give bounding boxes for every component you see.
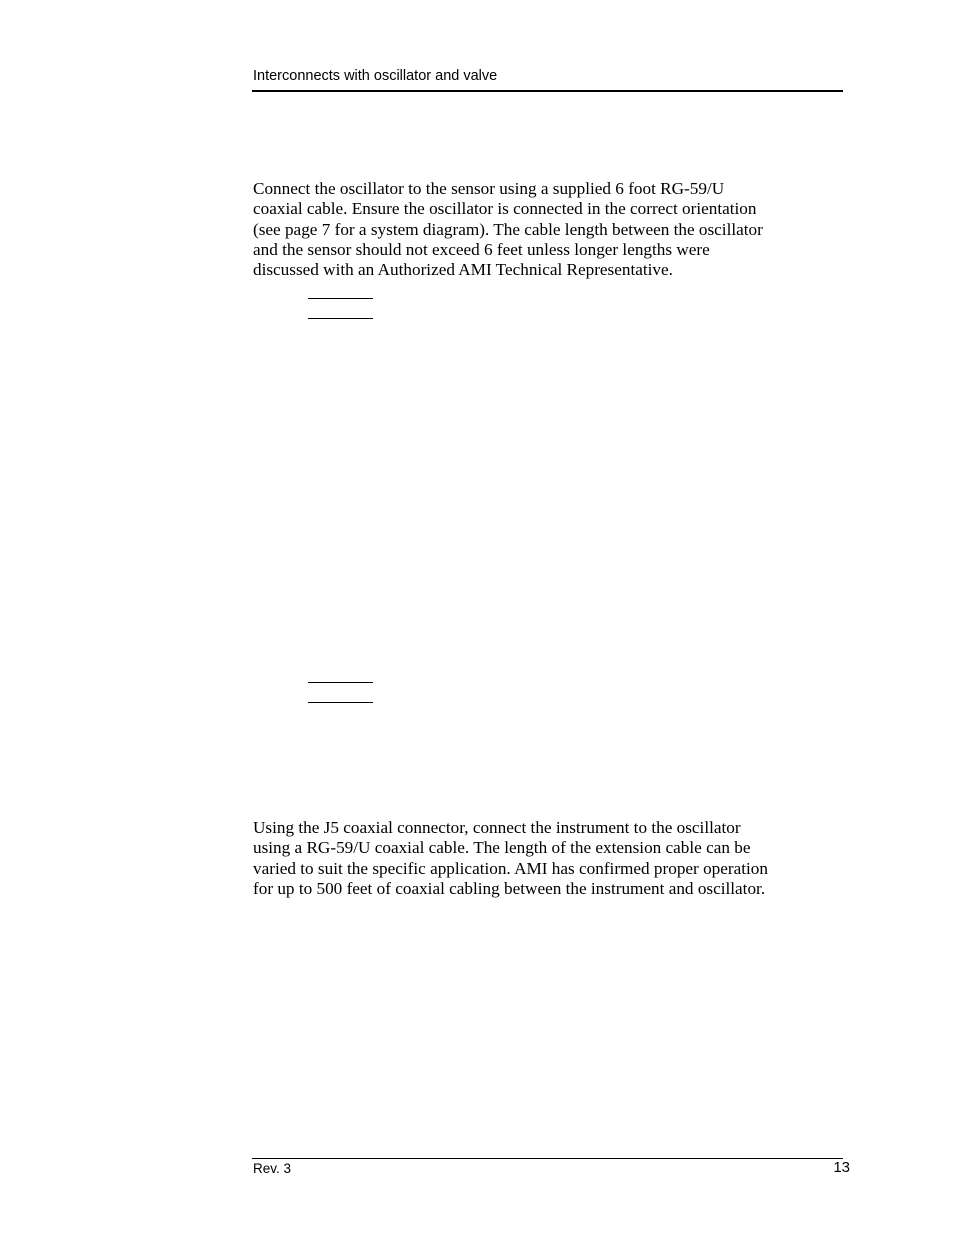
paragraph-line: for up to 500 feet of coaxial cabling between the instrument and oscillator. (253, 878, 766, 898)
footer-page-number: 13 (833, 1159, 850, 1176)
paragraph-line: and the sensor should not exceed 6 feet unless longer lengths were (253, 239, 710, 259)
paragraph-oscillator-to-sensor (253, 179, 853, 280)
paragraph-line: discussed with an Authorized AMI Technical Representative. (253, 260, 673, 280)
paragraph-line: using a RG-59/U coaxial cable. The length of the extension cable can be (253, 838, 751, 858)
note-bottom-rule (308, 318, 373, 319)
note-bottom-rule (308, 702, 373, 703)
paragraph-instrument-to-oscillator (253, 818, 853, 899)
header-rule (252, 90, 843, 92)
paragraph-line: coaxial cable. Ensure the oscillator is connected in the correct orientation (253, 199, 757, 219)
paragraph-line: Connect the oscillator to the sensor using a supplied 6 foot RG-59/U (253, 179, 725, 198)
note-top-rule (308, 682, 373, 683)
footer-revision: Rev. 3 (253, 1161, 292, 1176)
footer-rule (252, 1158, 843, 1159)
paragraph-line: Using the J5 coaxial connector, connect the instrument to the oscillator (253, 818, 741, 837)
paragraph-line: varied to suit the specific application. AMI has confirmed proper operation (253, 858, 768, 878)
running-header-title: Interconnects with oscillator and valve (253, 68, 498, 84)
note-top-rule (308, 298, 373, 299)
paragraph-line: (see page 7 for a system diagram). The cable length between the oscillator (253, 219, 763, 239)
